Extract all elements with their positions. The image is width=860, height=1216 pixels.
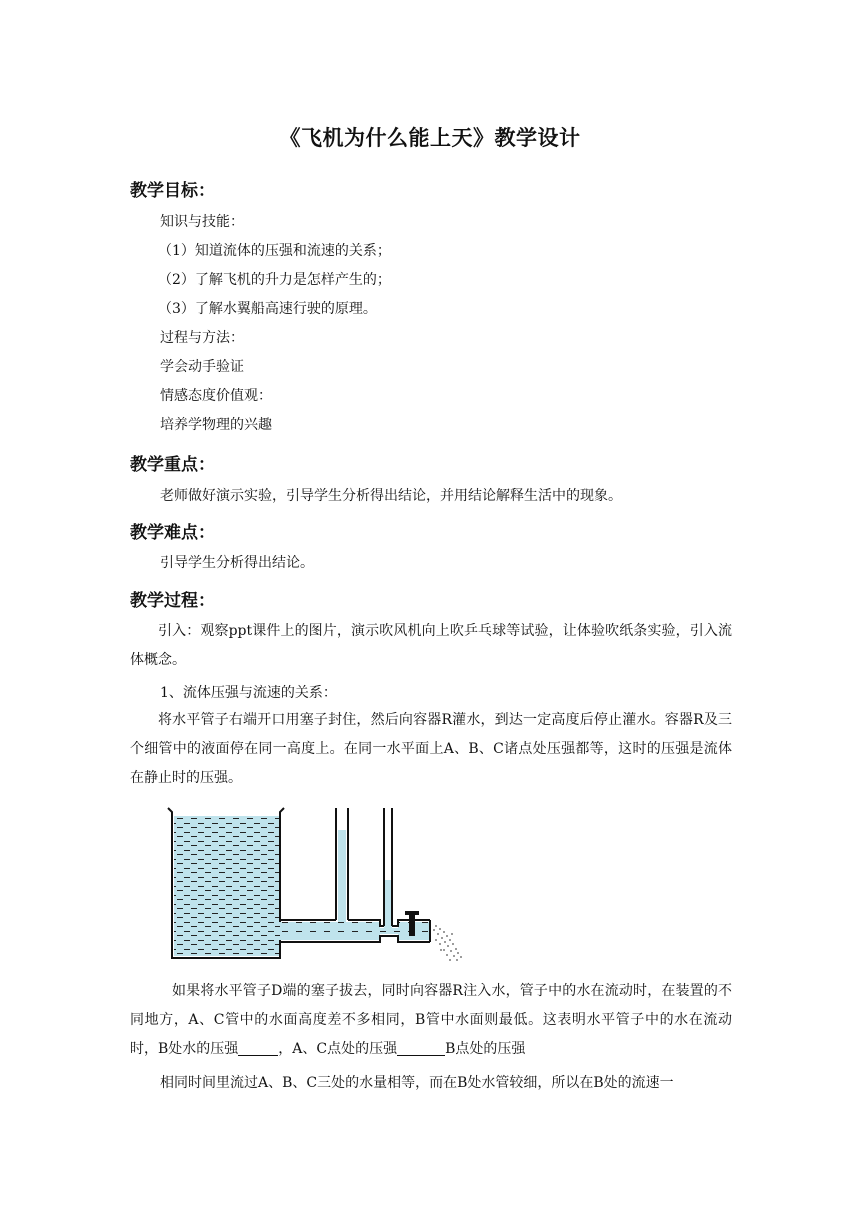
difficulties-heading: 教学难点： xyxy=(130,523,215,543)
attitude-text: 培养学物理的兴趣 xyxy=(160,417,272,433)
section-1-title: 1、流体压强与流速的关系： xyxy=(160,685,337,701)
objective-item-2: （2）了解飞机的升力是怎样产生的； xyxy=(158,272,391,288)
standpipe-b-water xyxy=(384,880,392,928)
flow-rate-paragraph: 相同时间里流过A、B、C三处的水量相等，而在B处水管较细，所以在B处的流速一 xyxy=(160,1075,674,1091)
water-spray xyxy=(433,925,462,961)
intro-paragraph: 引入：观察ppt课件上的图片，演示吹风机向上吹乒乓球等试验，让体验吹纸条实验，引入流体概念。 xyxy=(130,623,732,668)
answer-blank-1[interactable] xyxy=(238,1039,278,1056)
flowing-text-c: B点处的压强 xyxy=(445,1041,526,1057)
standpipe-a-water xyxy=(338,830,346,922)
objective-item-3: （3）了解水翼船高速行驶的原理。 xyxy=(158,301,377,317)
difficulties-text: 引导学生分析得出结论。 xyxy=(160,555,314,571)
process-method-label: 过程与方法： xyxy=(160,330,244,346)
attitude-label: 情感态度价值观： xyxy=(160,388,272,404)
key-points-text: 老师做好演示实验，引导学生分析得出结论，并用结论解释生活中的现象。 xyxy=(160,488,622,504)
process-method-text: 学会动手验证 xyxy=(160,359,244,375)
document-title: 《飞机为什么能上天》教学设计 xyxy=(279,126,581,150)
key-points-heading: 教学重点： xyxy=(130,455,215,475)
flowing-text-a: 如果将水平管子D端的塞子拔去，同时向容器R注入水，管子中的水在流动时，在装置的不同地方，A、C管中的水面高度差不多相同，B管中水面则最低。这表明水平管子中的水在流动时，B处水的压强 xyxy=(130,983,732,1057)
objective-item-1: （1）知道流体的压强和流速的关系； xyxy=(158,243,391,259)
knowledge-label: 知识与技能： xyxy=(160,214,244,230)
answer-blank-2[interactable] xyxy=(397,1039,445,1056)
experiment-paragraph: 将水平管子右端开口用塞子封住，然后向容器R灌水，到达一定高度后停止灌水。容器R及三个细管中的液面停在同一高度上。在同一水平面上A、B、C诸点处压强都等，这时的压强是流体在静止时的压强。 xyxy=(130,712,732,786)
process-heading: 教学过程： xyxy=(130,591,215,611)
objectives-heading: 教学目标： xyxy=(130,181,215,201)
flowing-water-paragraph xyxy=(130,977,732,1064)
flowing-text-b: ，A、C点处的压强 xyxy=(278,1041,398,1057)
